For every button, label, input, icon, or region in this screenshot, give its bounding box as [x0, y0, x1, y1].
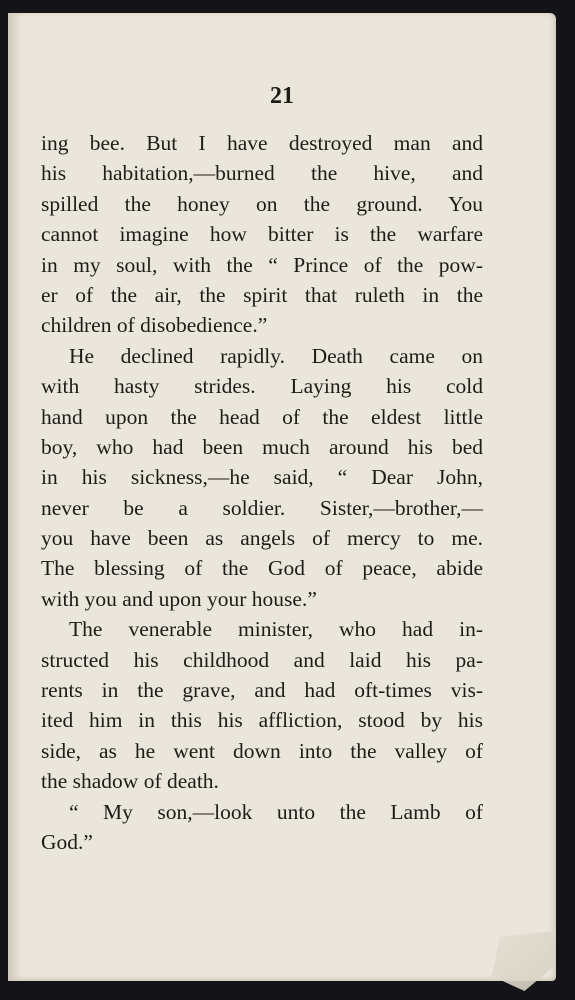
body-text — [41, 128, 483, 857]
text-line: structed his childhood and laid his pa- — [41, 647, 483, 672]
text-line: in his sickness,—he said, “ Dear John, — [41, 465, 483, 490]
text-line: “ My son,—look unto the Lamb of — [69, 799, 483, 824]
text-line: cannot imagine how bitter is the warfare — [41, 222, 483, 247]
text-line: never be a soldier. Sister,—brother,— — [41, 495, 483, 520]
text-line: hand upon the head of the eldest little — [41, 404, 483, 429]
text-line: side, as he went down into the valley of — [41, 738, 483, 763]
text-line: the shadow of death. — [41, 769, 219, 794]
text-line: children of disobedience.” — [41, 313, 268, 338]
text-line: rents in the grave, and had oft-times vis- — [41, 678, 483, 703]
text-line: The blessing of the God of peace, abide — [41, 556, 483, 581]
text-line: ing bee. But I have destroyed man and — [41, 131, 483, 155]
text-line: He declined rapidly. Death came on — [69, 343, 483, 368]
text-line: you have been as angels of mercy to me. — [41, 526, 483, 551]
page-number: 21 — [270, 83, 294, 109]
text-line: er of the air, the spirit that ruleth in the — [41, 282, 483, 307]
text-line: with you and upon your house.” — [41, 586, 317, 611]
book-page — [8, 13, 556, 981]
text-line: ited him in this his affliction, stood by his — [41, 708, 483, 733]
folded-corner — [486, 931, 556, 991]
text-line: with hasty strides. Laying his cold — [41, 374, 483, 399]
text-line: God.” — [41, 829, 93, 854]
text-line: his habitation,—burned the hive, and — [41, 161, 483, 186]
text-line: spilled the honey on the ground. You — [41, 191, 483, 216]
text-line: The venerable minister, who had in- — [69, 617, 483, 642]
text-line: boy, who had been much around his bed — [41, 434, 483, 459]
text-line: in my soul, with the “ Prince of the pow- — [41, 252, 483, 277]
